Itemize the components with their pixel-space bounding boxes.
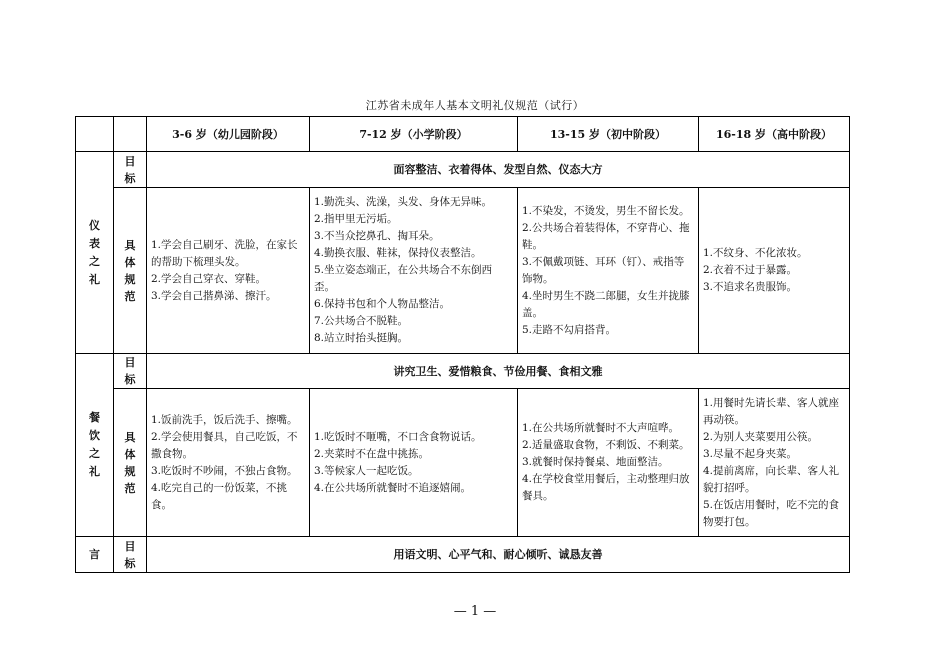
goal-text: 面容整洁、衣着得体、发型自然、仪态大方: [147, 152, 850, 188]
table-row: [76, 389, 850, 537]
header-corner-cell: [114, 117, 147, 152]
goal-text: 用语文明、心平气和、耐心倾听、诚恳友善: [147, 537, 850, 573]
table-row: [76, 152, 850, 188]
header-stage-4: 16-18 岁（高中阶段）: [699, 117, 850, 152]
category-cell-dining: 餐 饮 之 礼: [76, 354, 114, 537]
table-header-row: [76, 117, 850, 152]
spec-cell-stage-2: 1.勤洗头、洗澡，头发、身体无异味。 2.指甲里无污垢。 3.不当众挖鼻孔、掏耳朵。 4.勤换衣服、鞋袜，保持仪表整洁。 5.坐立姿态端正，在公共场合不东倒西歪。 6.保持书包和个人物品整洁。 7.公共场合不脱鞋。 8.站立时抬头挺胸。: [310, 188, 518, 354]
spec-cell-stage-3: 1.在公共场所就餐时不大声喧哗。 2.适量盛取食物，不剩饭、不剩菜。 3.就餐时保持餐桌、地面整洁。 4.在学校食堂用餐后，主动整理归放餐具。: [518, 389, 699, 537]
spec-cell-stage-1: 1.饭前洗手，饭后洗手、擦嘴。 2.学会使用餐具，自己吃饭，不撒食物。 3.吃饭时不吵闹，不独占食物。 4.吃完自己的一份饭菜，不挑食。: [147, 389, 310, 537]
spec-cell-stage-2: 1.吃饭时不咂嘴，不口含食物说话。 2.夹菜时不在盘中挑拣。 3.等候家人一起吃饭。 4.在公共场所就餐时不追逐嬉闹。: [310, 389, 518, 537]
header-stage-1: 3-6 岁（幼儿园阶段）: [147, 117, 310, 152]
table-row: [76, 188, 850, 354]
goal-label-cell: 目 标: [114, 537, 147, 573]
table-row: [76, 537, 850, 573]
goal-label-cell: 目 标: [114, 152, 147, 188]
etiquette-table: [75, 116, 850, 573]
goal-text: 讲究卫生、爱惜粮食、节俭用餐、食相文雅: [147, 354, 850, 389]
document-title: 江苏省未成年人基本文明礼仪规范（试行）: [365, 99, 585, 112]
header-stage-2: 7-12 岁（小学阶段）: [310, 117, 518, 152]
category-cell-appearance: 仪 表 之 礼: [76, 152, 114, 354]
page-number: — 1 —: [453, 604, 497, 619]
header-stage-3: 13-15 岁（初中阶段）: [518, 117, 699, 152]
spec-label-cell: 具 体 规 范: [114, 188, 147, 354]
spec-label-cell: 具 体 规 范: [114, 389, 147, 537]
spec-cell-stage-3: 1.不染发，不烫发，男生不留长发。 2.公共场合着装得体，不穿背心、拖鞋。 3.不佩戴项链、耳环（钉）、戒指等饰物。 4.坐时男生不跷二郎腿，女生并拢膝盖。 5.走路不勾肩搭背。: [518, 188, 699, 354]
spec-cell-stage-4: 1.用餐时先请长辈、客人就座再动筷。 2.为别人夹菜要用公筷。 3.尽量不起身夹菜。 4.提前离席，向长辈、客人礼貌打招呼。 5.在饭店用餐时，吃不完的食物要打包。: [699, 389, 850, 537]
spec-cell-stage-1: 1.学会自己刷牙、洗脸，在家长的帮助下梳理头发。 2.学会自己穿衣、穿鞋。 3.学会自己揩鼻涕、擦汗。: [147, 188, 310, 354]
table-row: [76, 354, 850, 389]
header-corner-cell: [76, 117, 114, 152]
goal-label-cell: 目 标: [114, 354, 147, 389]
category-cell-speech: 言: [76, 537, 114, 573]
spec-cell-stage-4: 1.不纹身、不化浓妆。 2.衣着不过于暴露。 3.不追求名贵服饰。: [699, 188, 850, 354]
